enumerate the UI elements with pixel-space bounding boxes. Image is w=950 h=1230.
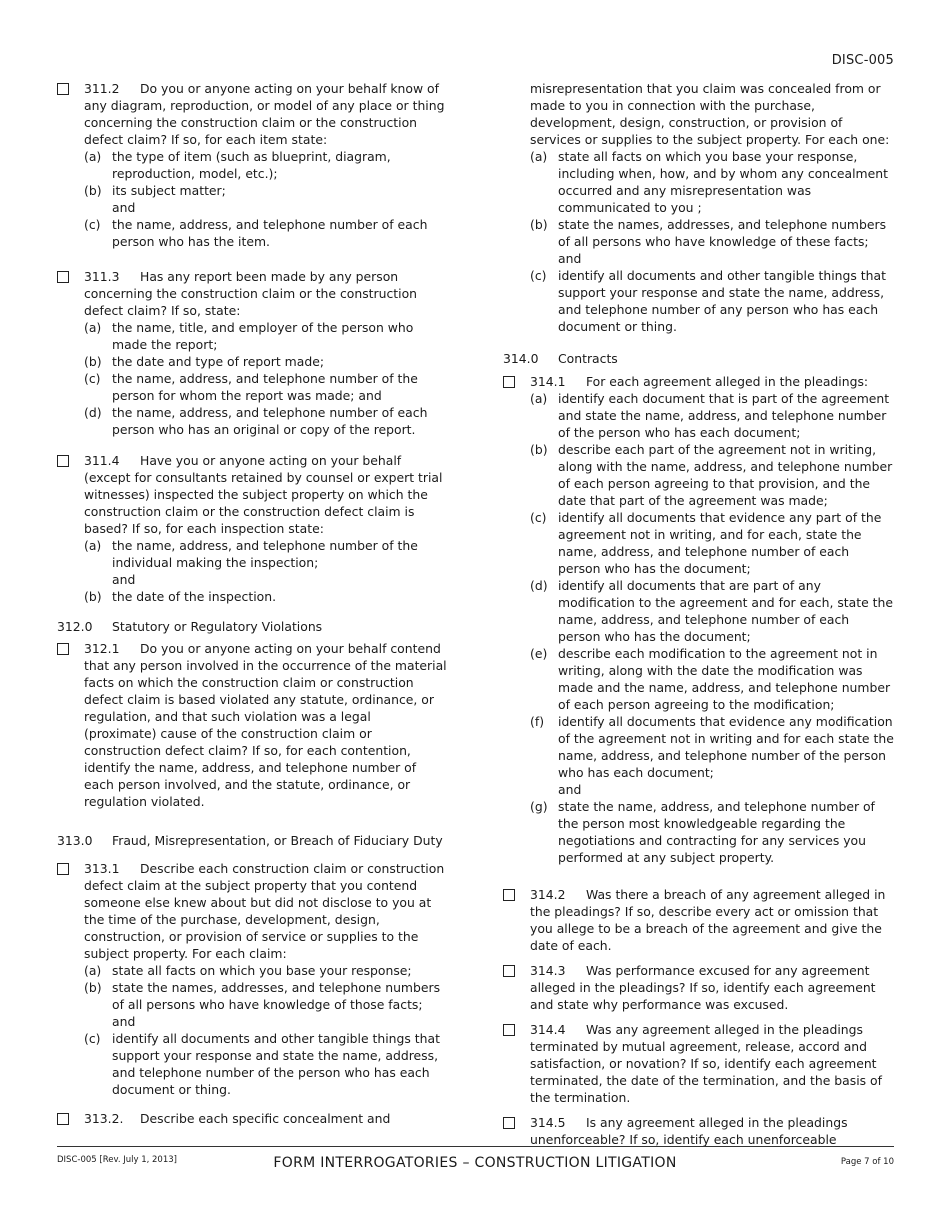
subitem-b: (b) the date of the inspection. [84, 589, 277, 604]
subitem-c: (c) identify all documents and other tangible things that support your response and state the name, address, and telephone number of the person who has each document or thing. [84, 1031, 440, 1097]
checkbox-311-2[interactable] [57, 83, 69, 95]
question-311-2 [57, 80, 447, 250]
section-number: 313.0 [57, 833, 93, 848]
subitem-a: (a) state all facts on which you base your response, including when, how, and by whom any concealment occurred and any misrepresentation was communicated to you ; [530, 149, 888, 215]
subitem-c: (c) identify all documents that evidence any part of the agreement not in writing, and for each, state the name, address, and telephone number of each person who has the document; [530, 510, 882, 576]
question-313-1 [57, 860, 447, 1098]
question-311-4 [57, 452, 447, 605]
question-number: 314.4 [530, 1022, 566, 1037]
section-title: Fraud, Misrepresentation, or Breach of Fiduciary Duty [112, 833, 443, 848]
section-heading-314 [503, 350, 895, 367]
checkbox-312-1[interactable] [57, 643, 69, 655]
subitem-c: (c) identify all documents and other tangible things that support your response and state the name, address, and telephone number of any person who has each document or thing. [530, 268, 886, 334]
checkbox-313-1[interactable] [57, 863, 69, 875]
question-text: Is any agreement alleged in the pleadings unenforceable? If so, identify each unenforceable [530, 1115, 848, 1147]
footer-divider [57, 1146, 894, 1147]
question-text: misrepresentation that you claim was concealed from or made to you in connection with the purchase, development, design, construction, or provision of services or supplies to the subject property. For each one: [530, 81, 890, 147]
checkbox-311-3[interactable] [57, 271, 69, 283]
left-column [57, 80, 447, 1127]
subitem-b: (b) describe each part of the agreement not in writing, along with the name, address, and telephone number of each person agreeing to that provision, and the date that part of the agreement was made; [530, 442, 893, 508]
subitem-a: (a) the name, address, and telephone number of the individual making the inspection; [84, 538, 418, 570]
question-number: 314.1 [530, 374, 566, 389]
checkbox-314-3[interactable] [503, 965, 515, 977]
footer-revision: DISC-005 [Rev. July 1, 2013] [57, 1155, 177, 1165]
and-connector: and [112, 572, 136, 587]
section-number: 314.0 [503, 351, 539, 366]
question-314-4 [503, 1021, 895, 1106]
subitem-f: (f) identify all documents that evidence any modification of the agreement not in writing and for each state the name, address, and telephone number of the person who has each document; [530, 714, 894, 780]
question-number: 311.3 [84, 269, 120, 284]
footer-page-number: Page 7 of 10 [840, 1157, 894, 1167]
question-314-3 [503, 962, 895, 1013]
question-314-1 [503, 373, 895, 866]
checkbox-314-2[interactable] [503, 889, 515, 901]
subitem-a: (a) the name, title, and employer of the person who made the report; [84, 320, 414, 352]
question-text: Do you or anyone acting on your behalf know of any diagram, reproduction, or model of any place or thing concerning the construction claim or the construction defect claim? If so, for each item state: [84, 81, 445, 147]
form-id: DISC-005 [831, 53, 894, 68]
checkbox-314-5[interactable] [503, 1117, 515, 1129]
and-connector: and [112, 200, 136, 215]
subitem-a: (a) identify each document that is part of the agreement and state the name, address, and telephone number of the person who has each document; [530, 391, 890, 440]
question-number: 313.1 [84, 861, 120, 876]
question-text: Was any agreement alleged in the pleadings terminated by mutual agreement, release, accord and satisfaction, or novation? If so, identify each agreement terminated, the date of the termination, and the basis of the termination. [530, 1022, 882, 1105]
subitem-d: (d) the name, address, and telephone number of each person who has an original or copy of the report. [84, 405, 428, 437]
section-heading-313 [57, 832, 447, 849]
question-text: Describe each construction claim or construction defect claim at the subject property that you contend someone else knew about but did not disclose to you at the time of the purchase, development, design, construction, or provision of service or supplies to the subject property. For each claim: [84, 861, 445, 961]
right-column [503, 80, 895, 1148]
and-connector: and [558, 782, 582, 797]
question-314-5 [503, 1114, 895, 1148]
subitem-a: (a) the type of item (such as blueprint, diagram, reproduction, model, etc.); [84, 149, 391, 181]
subitem-e: (e) describe each modification to the agreement not in writing, along with the date the modification was made and the name, address, and telephone number of each person agreeing to the modification; [530, 646, 891, 712]
checkbox-314-4[interactable] [503, 1024, 515, 1036]
question-312-1 [57, 640, 447, 810]
question-number: 314.5 [530, 1115, 566, 1130]
subitem-g: (g) state the name, address, and telephone number of the person most knowledgeable regarding the negotiations and contracting for any services you performed at any subject property. [530, 799, 875, 865]
subitem-b: (b) the date and type of report made; [84, 354, 325, 369]
checkbox-314-1[interactable] [503, 376, 515, 388]
subitem-a: (a) state all facts on which you base your response; [84, 963, 412, 978]
section-number: 312.0 [57, 619, 93, 634]
subitem-c: (c) the name, address, and telephone number of the person for whom the report was made; and [84, 371, 418, 403]
question-number: 314.3 [530, 963, 566, 978]
checkbox-313-2[interactable] [57, 1113, 69, 1125]
question-text: Has any report been made by any person concerning the construction claim or the construction defect claim? If so, state: [84, 269, 418, 318]
subitem-b: (b) state the names, addresses, and telephone numbers of all persons who have knowledge of these facts; [530, 217, 887, 249]
question-number: 314.2 [530, 887, 566, 902]
question-314-2 [503, 886, 895, 954]
question-313-2 [57, 1110, 447, 1127]
subitem-c: (c) the name, address, and telephone number of each person who has the item. [84, 217, 428, 249]
question-number: 313.2. [84, 1111, 124, 1126]
question-text: Was performance excused for any agreement alleged in the pleadings? If so, identify each agreement and state why performance was excused. [530, 963, 876, 1012]
subitem-d: (d) identify all documents that are part of any modification to the agreement and for each, state the name, address, and telephone number of each person who has the document; [530, 578, 894, 644]
question-number: 312.1 [84, 641, 120, 656]
question-text: Was there a breach of any agreement alleged in the pleadings? If so, describe every act or omission that you allege to be a breach of the agreement and give the date of each. [530, 887, 886, 953]
checkbox-311-4[interactable] [57, 455, 69, 467]
and-connector: and [112, 1014, 136, 1029]
question-number: 311.4 [84, 453, 120, 468]
question-text: Do you or anyone acting on your behalf contend that any person involved in the occurrence of the material facts on which the construction claim or construction defect claim is based violated any statute, ordinance, or regulation, and that such violation was a legal (proximate) cause of the construction claim or construction defect claim? If so, for each contention, identify the name, address, and telephone number of each person involved, and the statute, ordinance, or regulation violated. [84, 641, 447, 809]
question-text: For each agreement alleged in the pleadings: [586, 374, 869, 389]
section-heading-312 [57, 618, 447, 635]
and-connector: and [558, 251, 582, 266]
subitem-b: (b) its subject matter; [84, 183, 226, 198]
section-title: Statutory or Regulatory Violations [112, 619, 323, 634]
question-text: Describe each specific concealment and [140, 1111, 391, 1126]
question-311-3 [57, 268, 447, 438]
question-text: Have you or anyone acting on your behalf (except for consultants retained by counsel or expert trial witnesses) inspected the subject property on which the construction claim or the construction defect claim is based? If so, for each inspection state: [84, 453, 443, 536]
footer-form-title: FORM INTERROGATORIES – CONSTRUCTION LITIGATION [273, 1155, 677, 1171]
question-313-2-continued [503, 80, 895, 335]
subitem-b: (b) state the names, addresses, and telephone numbers of all persons who have knowledge of those facts; [84, 980, 441, 1012]
section-title: Contracts [558, 351, 618, 366]
question-number: 311.2 [84, 81, 120, 96]
